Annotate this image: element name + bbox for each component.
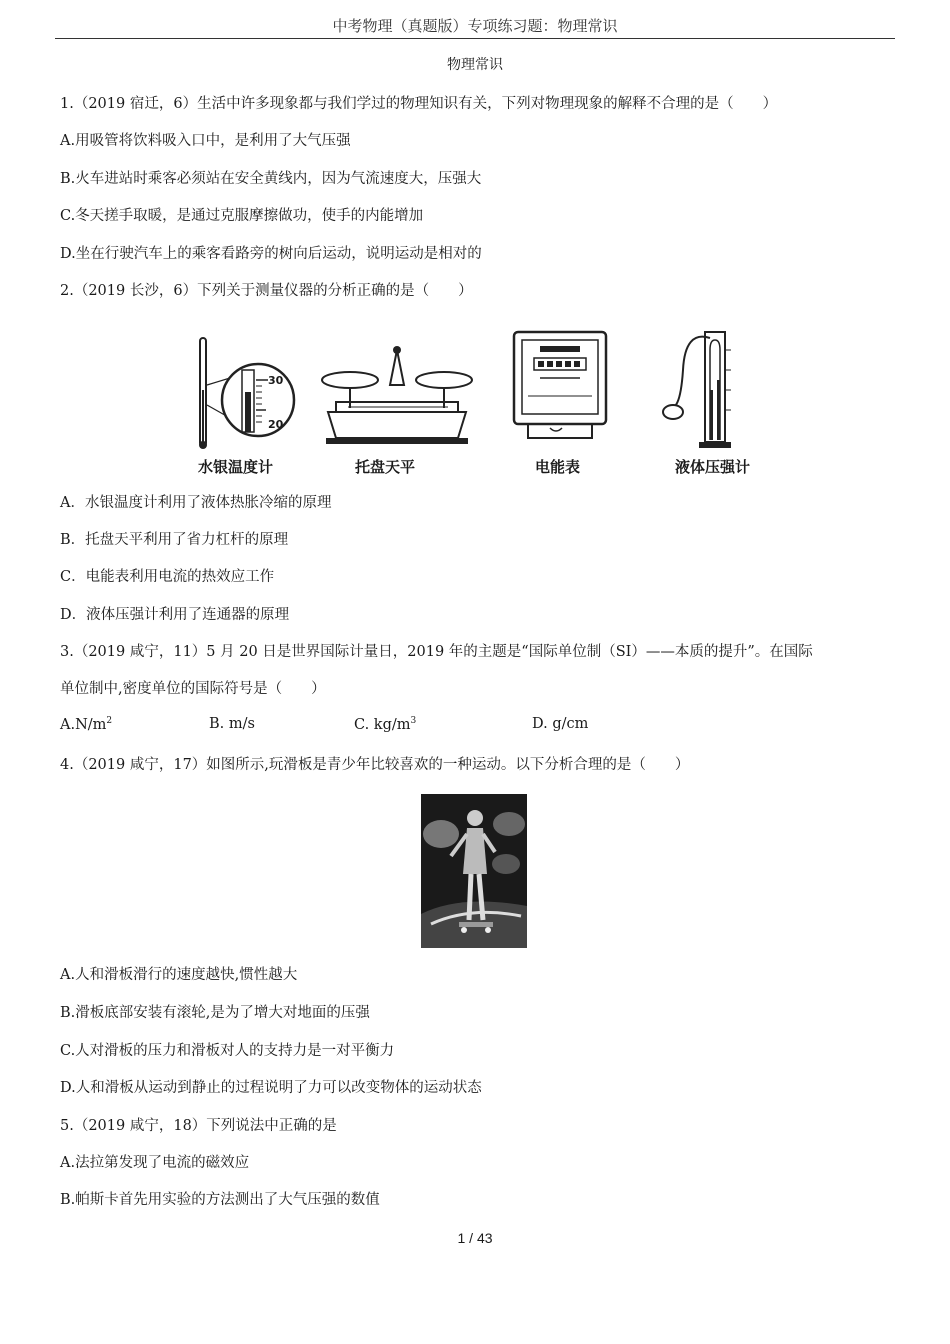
question-2-option-c: C．电能表利用电流的热效应工作	[60, 569, 275, 585]
question-3-option-c: C. $kg/m^3$	[354, 716, 417, 733]
question-1-option-a: A.用吸管将饮料吸入口中，是利用了大气压强	[60, 133, 351, 149]
skateboard-photo	[421, 794, 527, 948]
question-1-option-d: D.坐在行驶汽车上的乘客看路旁的树向后运动，说明运动是相对的	[60, 246, 482, 262]
question-2-option-a: A．水银温度计利用了液体热胀冷缩的原理	[60, 495, 332, 511]
question-3-option-d: D. g/cm	[532, 716, 589, 732]
thermometer-icon	[190, 330, 300, 455]
pressure-gauge-figure	[655, 330, 755, 455]
energy-meter-figure	[510, 330, 610, 455]
question-1-option-b: B.火车进站时乘客必须站在安全黄线内，因为气流速度大，压强大	[60, 171, 482, 187]
thermo-mark-20: 20	[268, 418, 284, 431]
question-4-option-b: B.滑板底部安装有滚轮,是为了增大对地面的压强	[60, 1005, 370, 1021]
question-3-stem-line-1: 3.（2019 咸宁，11）5 月 20 日是世界国际计量日，2019 年的主题是“国际单位制（SI）——本质的提升”。在国际	[60, 644, 813, 660]
question-5-option-b: B.帕斯卡首先用实验的方法测出了大气压强的数值	[60, 1192, 380, 1208]
pressure-gauge-icon	[655, 330, 755, 455]
question-3-option-b: B. m/s	[209, 716, 255, 732]
label-pressure-gauge: 液体压强计	[675, 458, 751, 476]
question-1-stem: 1.（2019 宿迁，6）生活中许多现象都与我们学过的物理知识有关，下列对物理现象的解释不合理的是（ ）	[60, 96, 778, 112]
question-2-option-b: B．托盘天平利用了省力杠杆的原理	[60, 532, 289, 548]
option-c-superscript: 3	[410, 716, 417, 726]
instrument-figures	[190, 330, 780, 480]
page-number: 1 / 43	[457, 1230, 493, 1246]
question-2-option-d: D．液体压强计利用了连通器的原理	[60, 607, 290, 623]
question-2-stem: 2.（2019 长沙，6）下列关于测量仪器的分析正确的是（ ）	[60, 283, 473, 299]
question-5-stem: 5.（2019 咸宁，18）下列说法中正确的是	[60, 1118, 337, 1134]
thermometer-figure	[190, 330, 300, 455]
skateboarder-image	[421, 794, 527, 948]
energy-meter-icon	[510, 330, 610, 455]
option-a-superscript: 2	[106, 716, 113, 726]
label-thermometer: 水银温度计	[198, 458, 274, 476]
question-4-option-c: C.人对滑板的压力和滑板对人的支持力是一对平衡力	[60, 1043, 395, 1059]
label-energy-meter: 电能表	[535, 458, 581, 476]
balance-figure	[318, 330, 478, 455]
question-4-stem: 4.（2019 咸宁，17）如图所示,玩滑板是青少年比较喜欢的一种运动。以下分析合理的是（ ）	[60, 757, 690, 773]
question-1-option-c: C.冬天搓手取暖，是通过克服摩擦做功，使手的内能增加	[60, 208, 424, 224]
balance-icon	[318, 330, 478, 455]
section-title: 物理常识	[447, 57, 503, 73]
question-5-option-a: A.法拉第发现了电流的磁效应	[60, 1155, 250, 1171]
question-4-option-a: A.人和滑板滑行的速度越快,惯性越大	[60, 967, 298, 983]
thermo-mark-30: 30	[268, 374, 284, 387]
question-3-option-a: $A.N/m^2$	[60, 716, 113, 733]
page-header: 中考物理（真题版）专项练习题：物理常识	[55, 14, 895, 39]
question-4-option-d: D.人和滑板从运动到静止的过程说明了力可以改变物体的运动状态	[60, 1080, 482, 1096]
label-balance: 托盘天平	[355, 458, 416, 476]
question-3-stem-line-2: 单位制中,密度单位的国际符号是（ ）	[60, 681, 326, 697]
